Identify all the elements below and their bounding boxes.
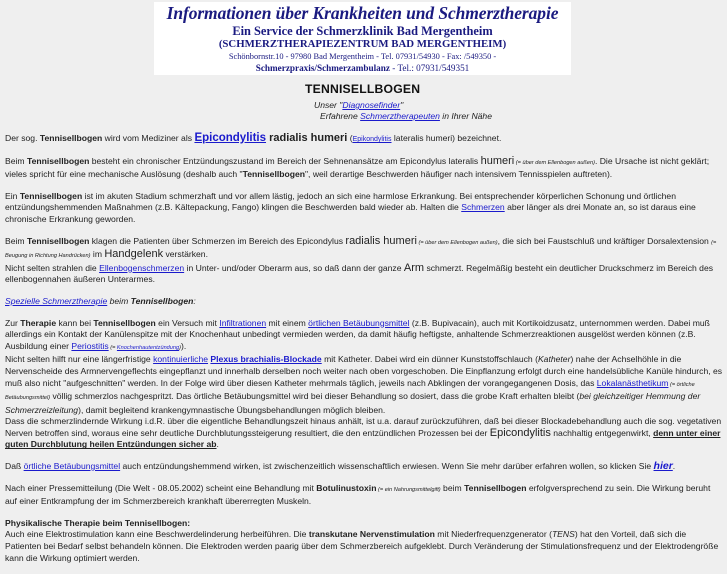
spezielle-schmerztherapie-link[interactable]: Spezielle Schmerztherapie <box>5 295 108 306</box>
plexus-brachialis-blockade-link[interactable]: Plexus brachialis-Blockade <box>210 354 322 365</box>
ellenbogenschmerzen-link[interactable]: Ellenbogenschmerzen <box>99 262 185 273</box>
periostitis-link[interactable]: Periostitis <box>71 340 109 351</box>
page-title: TENNISELLBOGEN <box>305 82 421 96</box>
infiltrationen-link[interactable]: Infiltrationen <box>219 317 267 328</box>
schmerztherapeuten-link[interactable]: Schmerztherapeuten <box>360 111 440 121</box>
schmerzen-link[interactable]: Schmerzen <box>461 202 505 213</box>
epicondylitis-link[interactable]: Epicondylitis <box>194 132 267 144</box>
lokalanaesthetikum-link[interactable]: Lokalanästhetikum <box>596 377 669 388</box>
banner-ambulanz: Schmerzpraxis/Schmerzambulanz - Tel.: 07931/549351 <box>255 63 470 73</box>
knochenhautentzuendung-link[interactable]: Knochenhautentzündung <box>116 344 180 351</box>
paragraph-botulinum: Nach einer Pressemitteilung (Die Welt - 08.05.2002) scheint eine Behandlung mit Botulinustoxin (= ein Nahrungsmittelgift) beim Tennisellbogen erfolgversprechend zu sein. Die Wirkung beruht auf einer Entkrampfung der im Schmerzbereich krankhaft übererregten Muskeln. <box>5 482 711 507</box>
oertliche-betaeubungsmittel-link[interactable]: örtlichen Betäubungsmittel <box>308 317 410 328</box>
paragraph-therapy: Zur Therapie kann bei Tennisellbogen ein Versuch mit Infiltrationen mit einem örtlichen Betäubungsmittel (z.B. Bupivacain), auch mit Kortikoidzusatz, unternommen werden. Dabei muß allerdings ein Kontakt der Kanülenspitze mit der Knochenhaut unbedingt vermieden werden, da damit häufig heftigste, anhaltende Schmerzreaktionen ausgelöst werden können (z.B. Ausbildung einer Periostitis (= Knochenhautentzündung)). Nicht selten hilft nur eine längerfristige kontinuierliche Plexus brachialis-Blockade mit Katheter. Dabei wird ein dünner Kunststoffschlauch (Katheter) nahe der Achselhöhle in die Nervenscheide des Armnervengeflechts eingepflanzt und innerhalb derselben noch weiter nach oben vorgeschoben. Die Einpflanzung erfolgt durch eine handelsübliche Kanüle hindurch, es muß also nicht "aufgeschnitten" werden. In der Folge wird über diesen Katheter mehrmals täglich, jeweils nach Abklingen der vorangegangenen Dosis, das Lokalanästhetikum (= örtliche Betäubungsmittel) völlig schmerzlos nachgespritzt. Das örtliche Betäubungsmittel wird bei dieser Behandlung so dosiert, dass die grobe Kraft erhalten bleibt (bei gleichzeitiger Hemmung der Schmerzreizleitung), damit begleitend krankengymnastische Übungsbehandlungen möglich bleiben. Dass die schmerzlindernde Wirkung i.d.R. über die eigentliche Behandlungszeit hinaus anhält, ist u.a. darauf zurückzuführen, daß bei dieser Blockadebehandlung auch die sog. vegetativen Nerven betroffen sind, woraus eine sehr deutliche Durchblutungssteigerung resultiert, die den entzündlichen Prozessen bei der Epicondylitis nachhaltig entgegenwirkt, denn unter einer guten Durchblutung heilen Entzündungen sicher ab. <box>5 317 723 450</box>
header-banner <box>154 2 571 75</box>
banner-title: Informationen über Krankheiten und Schmerztherapie <box>166 3 559 23</box>
paragraph-definition: Der sog. Tennisellbogen wird vom Mediziner als Epicondylitis radialis humeri (Epikondylitis lateralis humeri) bezeichnet. <box>5 132 502 144</box>
hier-link[interactable]: hier <box>653 460 673 473</box>
oertliche-betaeubungsmittel-link-2[interactable]: örtliche Betäubungsmittel <box>23 461 121 472</box>
diagnosefinder-link[interactable]: Diagnosefinder <box>342 100 401 110</box>
banner-center-name: (SCHMERZTHERAPIEZENTRUM BAD MERGENTHEIM) <box>218 38 507 50</box>
epikondylitis-link[interactable]: Epikondylitis <box>352 136 392 143</box>
paragraph-course: Ein Tennisellbogen ist im akuten Stadium schmerzhaft und vor allem lästig, jedoch an sich eine harmlose Erkrankung. Bei entsprechender körperlichen Schonung und örtlichen entzündungshemmenden Maßnahmen (z.B. Kältepackung, Fango) klingen die Beschwerden bald wieder ab. Halten die Schmerzen aber länger als drei Monate an, so ist daraus eine chronische Erkrankung geworden. <box>5 190 696 224</box>
therapy-heading: Spezielle Schmerztherapie beim Tennisellbogen: <box>5 295 196 306</box>
article-body <box>5 133 723 574</box>
paragraph-symptoms: Beim Tennisellbogen klagen die Patienten über Schmerzen im Bereich des Epicondylus radialis humeri (= über dem Ellenbogen außen), die sich bei Faustschluß und kräftiger Dorsalextension (= Beugung in Richtung Handrücken) im Handgelenk verstärken. Nicht selten strahlen die Ellenbogenschmerzen in Unter- und/oder Oberarm aus, so daß dann der ganze Arm schmerzt. Regelmäßig besteht ein deutlicher Druckschmerz im Bereich des ellenbogennahen äußeren Unterarmes. <box>5 234 717 285</box>
paragraph-anti-inflammatory: Daß örtliche Betäubungsmittel auch entzündungshemmend wirken, ist zwischenzeitlich wissenschaftlich erwiesen. Wenn Sie mehr darüber erfahren wollen, so klicken Sie hier. <box>5 460 676 473</box>
diagnosefinder-line: Unser "Diagnosefinder" <box>314 100 404 110</box>
paragraph-cause: Beim Tennisellbogen besteht ein chronischer Entzündungszustand im Bereich der Sehnenansätze am Epicondylus lateralis humeri (= über dem Ellenbogen außen). Die Ursache ist nicht geklärt; vieles spricht für eine mechanische Auslösung (deshalb auch "Tennisellbogen", weil derartige Beschwerden häufiger nach intensivem Tennisspielen auftreten). <box>5 154 710 180</box>
paragraph-physical-therapy: Physikalische Therapie beim Tennisellbogen: Auch eine Elektrostimulation kann eine Beschwerdelinderung herbeiführen. Die transkutane Nervenstimulation mit Niederfrequenzgenerator (TENS) hat den Vorteil, daß sich die Patienten bei Bedarf selbst behandeln können. Die Elektroden werden paarig über dem Schmerzbereich aufgeklebt. Durch Veränderung der Stimulationsfrequenz und der Elektrodengröße kann die Wirkung optimiert werden. <box>5 517 719 563</box>
physical-therapy-heading: Physikalische Therapie beim Tennisellbogen: <box>5 517 191 528</box>
banner-service: Ein Service der Schmerzklinik Bad Mergentheim <box>232 24 493 38</box>
banner-address: Schönbornstr.10 - 97980 Bad Mergentheim - Tel. 07931/54930 - Fax: /549350 - <box>228 52 497 61</box>
therapeuten-line: Erfahrene Schmerztherapeuten in Ihrer Nähe <box>320 111 492 121</box>
kontinuierliche-link[interactable]: kontinuierliche <box>153 354 209 365</box>
